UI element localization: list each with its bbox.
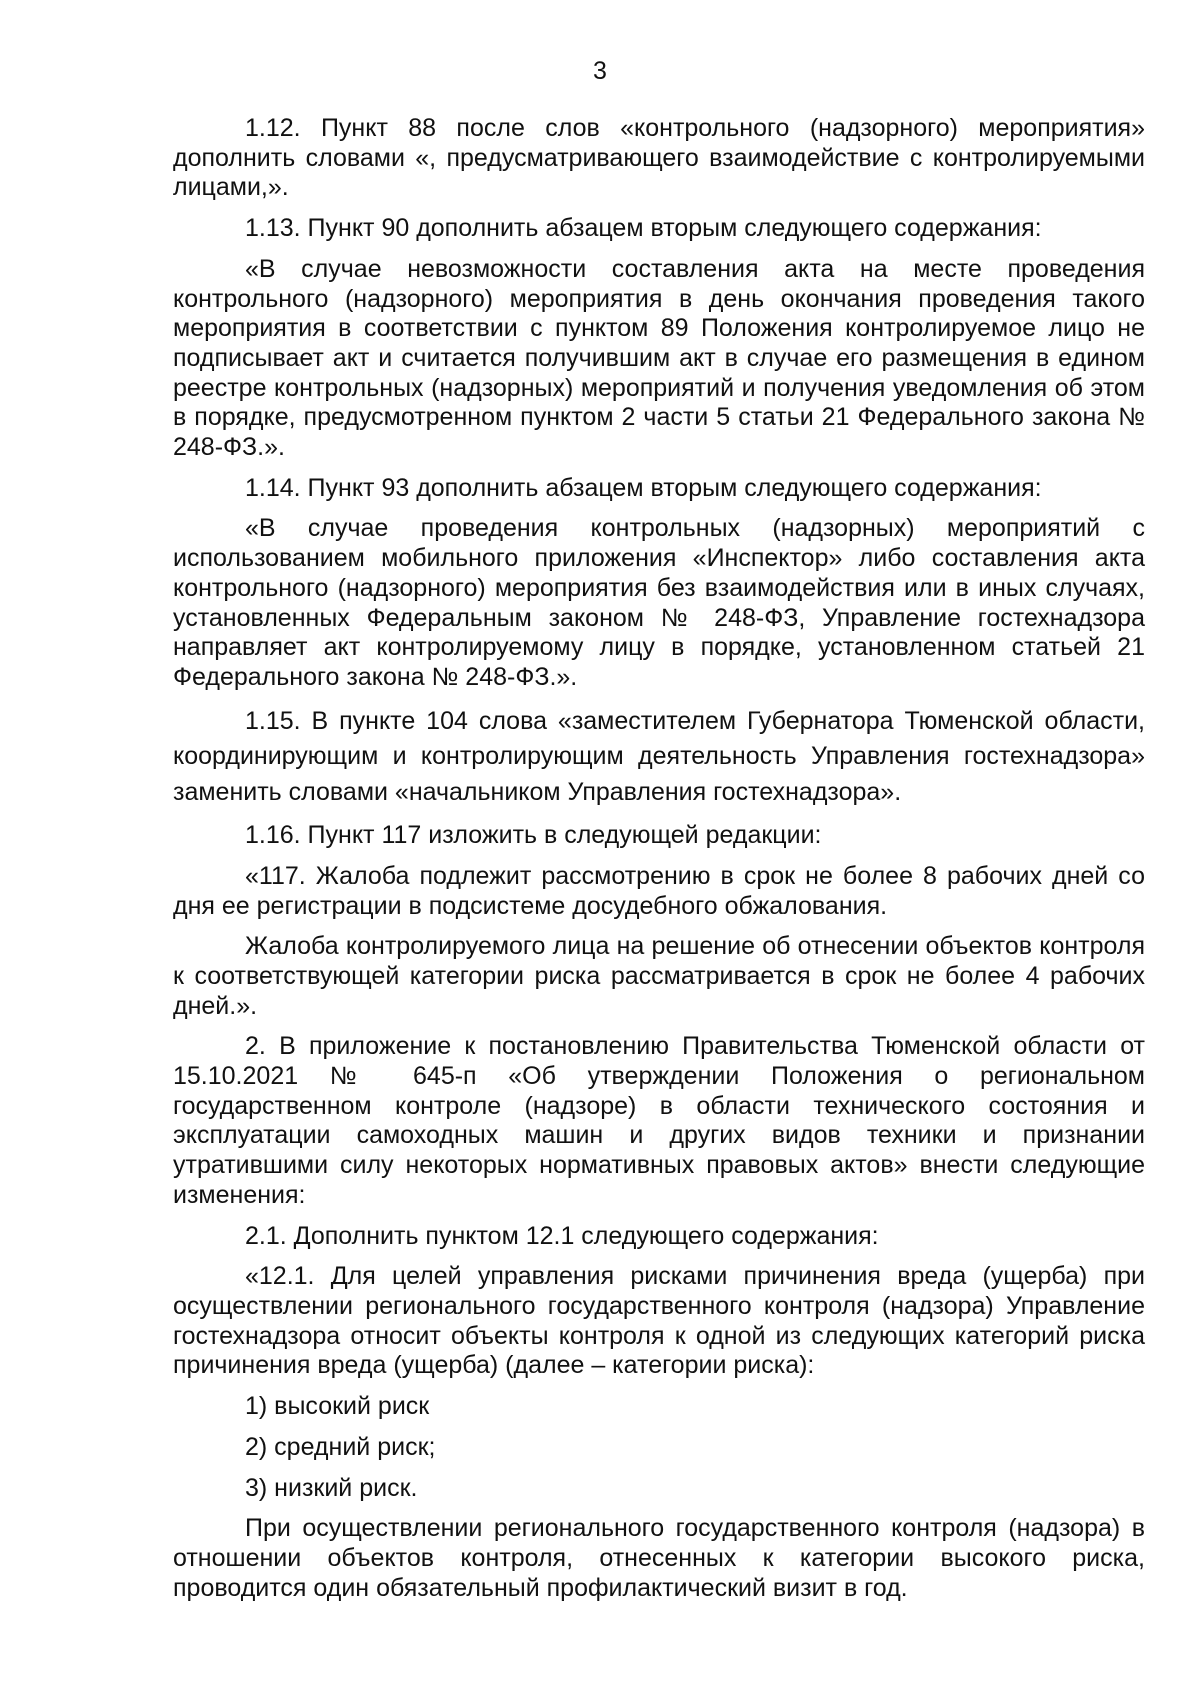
paragraph-1-16: 1.16. Пункт 117 изложить в следующей редакции: bbox=[245, 821, 822, 850]
paragraph-1-15: 1.15. В пункте 104 слова «заместителем Губернатора Тюменской области, координирующим и контролирующим деятельность Управления гостехнадзора» заменить словами «начальником Управления гостехнадзора». bbox=[173, 706, 1145, 806]
document-body bbox=[173, 114, 1145, 1603]
paragraph-high-risk-visit: При осуществлении регионального государственного контроля (надзора) в отношении объектов контроля, отнесенных к категории высокого риска, проводится один обязательный профилактический визит в год. bbox=[173, 1514, 1145, 1602]
paragraph-12-1-quote: «12.1. Для целей управления рисками причинения вреда (ущерба) при осуществлении регионального государственного контроля (надзора) Управление гостехнадзора относит объекты контроля к одной из следующих категорий риска причинения вреда (ущерба) (далее – категории риска): bbox=[173, 1262, 1145, 1380]
list-item-high-risk: 1) высокий риск bbox=[245, 1392, 430, 1421]
list-item-low-risk: 3) низкий риск. bbox=[245, 1473, 418, 1502]
paragraph-117-quote: «117. Жалоба подлежит рассмотрению в срок не более 8 рабочих дней со дня ее регистрации в подсистеме досудебного обжалования. bbox=[173, 861, 1145, 920]
paragraph-complaint: Жалоба контролируемого лица на решение об отнесении объектов контроля к соответствующей категории риска рассматривается в срок не более 4 рабочих дней.». bbox=[173, 932, 1145, 1020]
paragraph-1-14: 1.14. Пункт 93 дополнить абзацем вторым следующего содержания: bbox=[245, 473, 1042, 502]
paragraph-1-13-quote: «В случае невозможности составления акта на месте проведения контрольного (надзорного) мероприятия в день окончания проведения такого мероприятия в соответствии с пунктом 89 Положения контролируемое лицо не подписывает акт и считается получившим акт в случае его размещения в едином реестре контрольных (надзорных) мероприятий и получения уведомления об этом в порядке, предусмотренном пунктом 2 части 5 статьи 21 Федерального закона № 248-ФЗ.». bbox=[173, 254, 1145, 462]
paragraph-1-14-quote: «В случае проведения контрольных (надзорных) мероприятий с использованием мобильного приложения «Инспектор» либо составления акта контрольного (надзорного) мероприятия без взаимодействия или в иных случаях, установленных Федеральным законом № 248-ФЗ, Управление гостехнадзора направляет акт контролируемому лицу в порядке, установленном статьей 21 Федерального закона № 248-ФЗ.». bbox=[173, 514, 1145, 691]
paragraph-1-12: 1.12. Пункт 88 после слов «контрольного (надзорного) мероприятия» дополнить словами «, предусматривающего взаимодействие с контролируемыми лицами,». bbox=[173, 114, 1145, 202]
paragraph-1-13: 1.13. Пункт 90 дополнить абзацем вторым следующего содержания: bbox=[245, 214, 1042, 243]
list-item-medium-risk: 2) средний риск; bbox=[245, 1432, 436, 1461]
page-number: 3 bbox=[593, 57, 607, 85]
paragraph-2-1: 2.1. Дополнить пунктом 12.1 следующего содержания: bbox=[245, 1221, 879, 1250]
paragraph-2: 2. В приложение к постановлению Правительства Тюменской области от 15.10.2021 № 645-п «Об утверждении Положения о региональном государственном контроле (надзоре) в области технического состояния и эксплуатации самоходных машин и других видов техники и признании утратившими силу некоторых нормативных правовых актов» внести следующие изменения: bbox=[173, 1032, 1145, 1209]
